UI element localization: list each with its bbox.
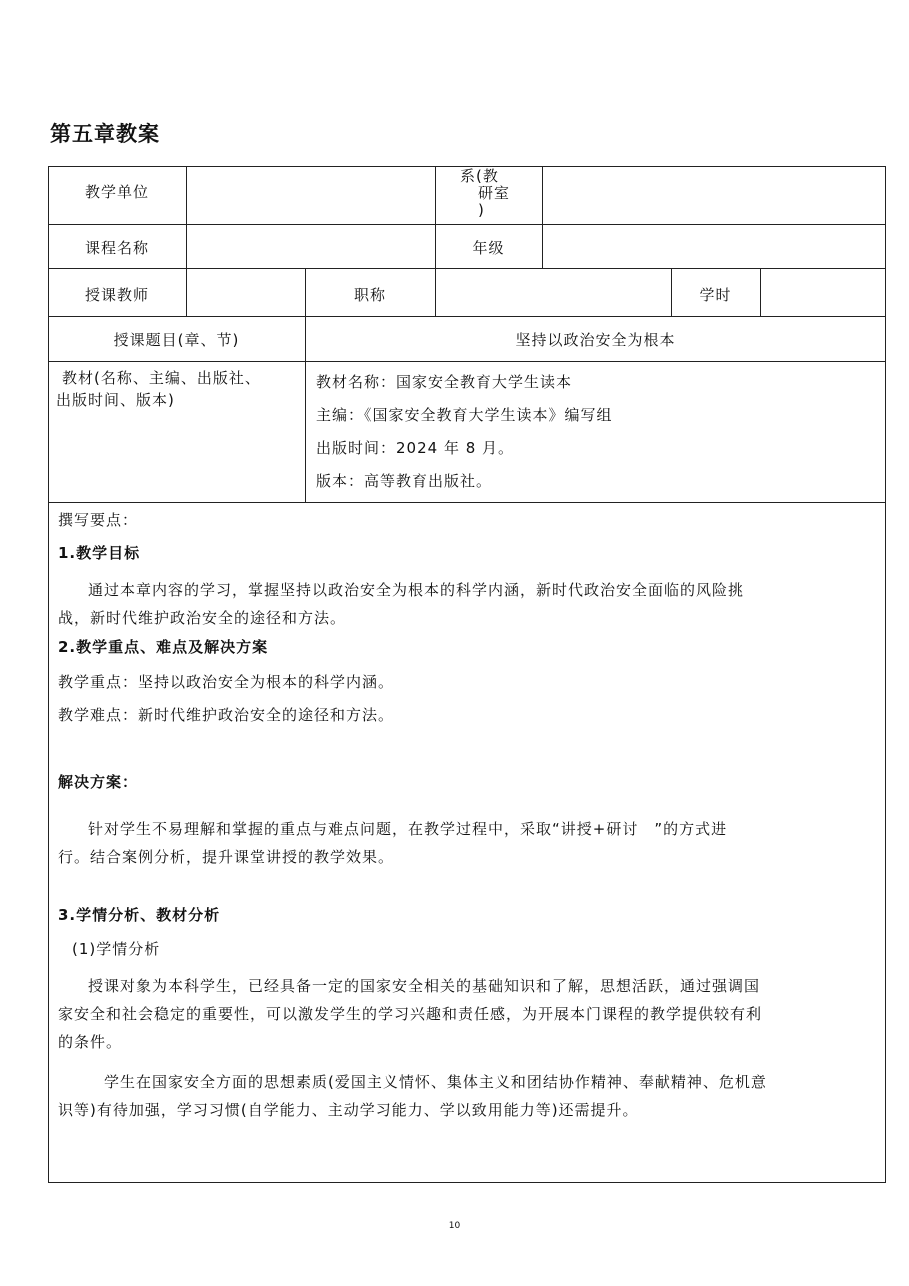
page-title: 第五章教案 bbox=[50, 122, 160, 146]
student-analysis-paragraph-2 bbox=[58, 1068, 858, 1124]
writing-points-label: 撰写要点： bbox=[58, 511, 139, 529]
hours-label: 学时 bbox=[699, 286, 732, 304]
solution-text bbox=[58, 815, 858, 871]
topic-label: 授课题目(章、节) bbox=[113, 331, 240, 349]
table-col-divider bbox=[186, 166, 187, 268]
difficult-point-text: 教学难点：新时代维护政治安全的途径和方法。 bbox=[58, 706, 395, 724]
paragraph-line: 通过本章内容的学习，掌握坚持以政治安全为根本的科学内涵，新时代政治安全面临的风险挑 bbox=[88, 581, 745, 599]
table-row-divider bbox=[48, 361, 886, 362]
key-point-text: 教学重点：坚持以政治安全为根本的科学内涵。 bbox=[58, 673, 395, 691]
course-name-label: 课程名称 bbox=[84, 239, 149, 257]
page-number: 10 bbox=[448, 1221, 461, 1231]
paragraph-line: 授课对象为本科学生，已经具备一定的国家安全相关的基础知识和了解，思想活跃，通过强调国 bbox=[88, 977, 761, 995]
section-key-points-title: 2.教学重点、难点及解决方案 bbox=[58, 638, 269, 656]
table-row-divider bbox=[48, 502, 886, 503]
section-analysis-title: 3.学情分析、教材分析 bbox=[58, 906, 221, 924]
teaching-unit-label: 教学单位 bbox=[84, 183, 149, 201]
solution-title: 解决方案： bbox=[58, 773, 139, 791]
grade-label: 年级 bbox=[472, 239, 505, 257]
table-row-divider bbox=[48, 316, 886, 317]
textbook-date: 出版时间：2024 年 8 月。 bbox=[316, 439, 515, 457]
textbook-edition: 版本：高等教育出版社。 bbox=[316, 472, 493, 490]
paragraph-line: 识等)有待加强，学习习惯(自学能力、主动学习能力、学以致用能力等)还需提升。 bbox=[58, 1101, 639, 1119]
student-analysis-subtitle: (1)学情分析 bbox=[72, 940, 161, 958]
textbook-info bbox=[316, 366, 613, 498]
paragraph-line: 家安全和社会稳定的重要性，可以激发学生的学习兴趣和责任感，为开展本门课程的教学提供较有利 bbox=[58, 1005, 763, 1023]
position-label: 职称 bbox=[353, 286, 386, 304]
table-col-divider bbox=[542, 166, 543, 268]
department-label-line: 研室 bbox=[478, 184, 511, 202]
table-col-divider bbox=[186, 268, 187, 316]
teacher-label: 授课教师 bbox=[84, 286, 149, 304]
department-label-line: ) bbox=[478, 201, 485, 219]
paragraph-line: 学生在国家安全方面的思想素质(爱国主义情怀、集体主义和团结协作精神、奉献精神、危机意 bbox=[104, 1073, 767, 1091]
textbook-name: 教材名称：国家安全教育大学生读本 bbox=[316, 373, 573, 391]
department-label-line: 系(教 bbox=[460, 167, 499, 185]
department-label bbox=[460, 168, 510, 219]
section-teaching-objectives-title: 1.教学目标 bbox=[58, 544, 141, 562]
topic-value: 坚持以政治安全为根本 bbox=[515, 331, 676, 349]
paragraph-line: 行。结合案例分析，提升课堂讲授的教学效果。 bbox=[58, 848, 395, 866]
table-row-divider bbox=[48, 224, 886, 225]
paragraph-line: 针对学生不易理解和掌握的重点与难点问题，在教学过程中，采取“讲授+研讨 ”的方式进 bbox=[88, 820, 728, 838]
textbook-label-line: 教材(名称、主编、出版社、 bbox=[62, 369, 261, 387]
textbook-label bbox=[56, 367, 261, 411]
table-col-divider bbox=[760, 268, 761, 316]
student-analysis-paragraph-1 bbox=[58, 972, 858, 1056]
paragraph-line: 战，新时代维护政治安全的途径和方法。 bbox=[58, 609, 347, 627]
teaching-objectives-text bbox=[58, 576, 858, 632]
textbook-label-line: 出版时间、版本) bbox=[56, 391, 175, 409]
textbook-editor: 主编：《国家安全教育大学生读本》编写组 bbox=[316, 406, 613, 424]
paragraph-line: 的条件。 bbox=[58, 1033, 123, 1051]
